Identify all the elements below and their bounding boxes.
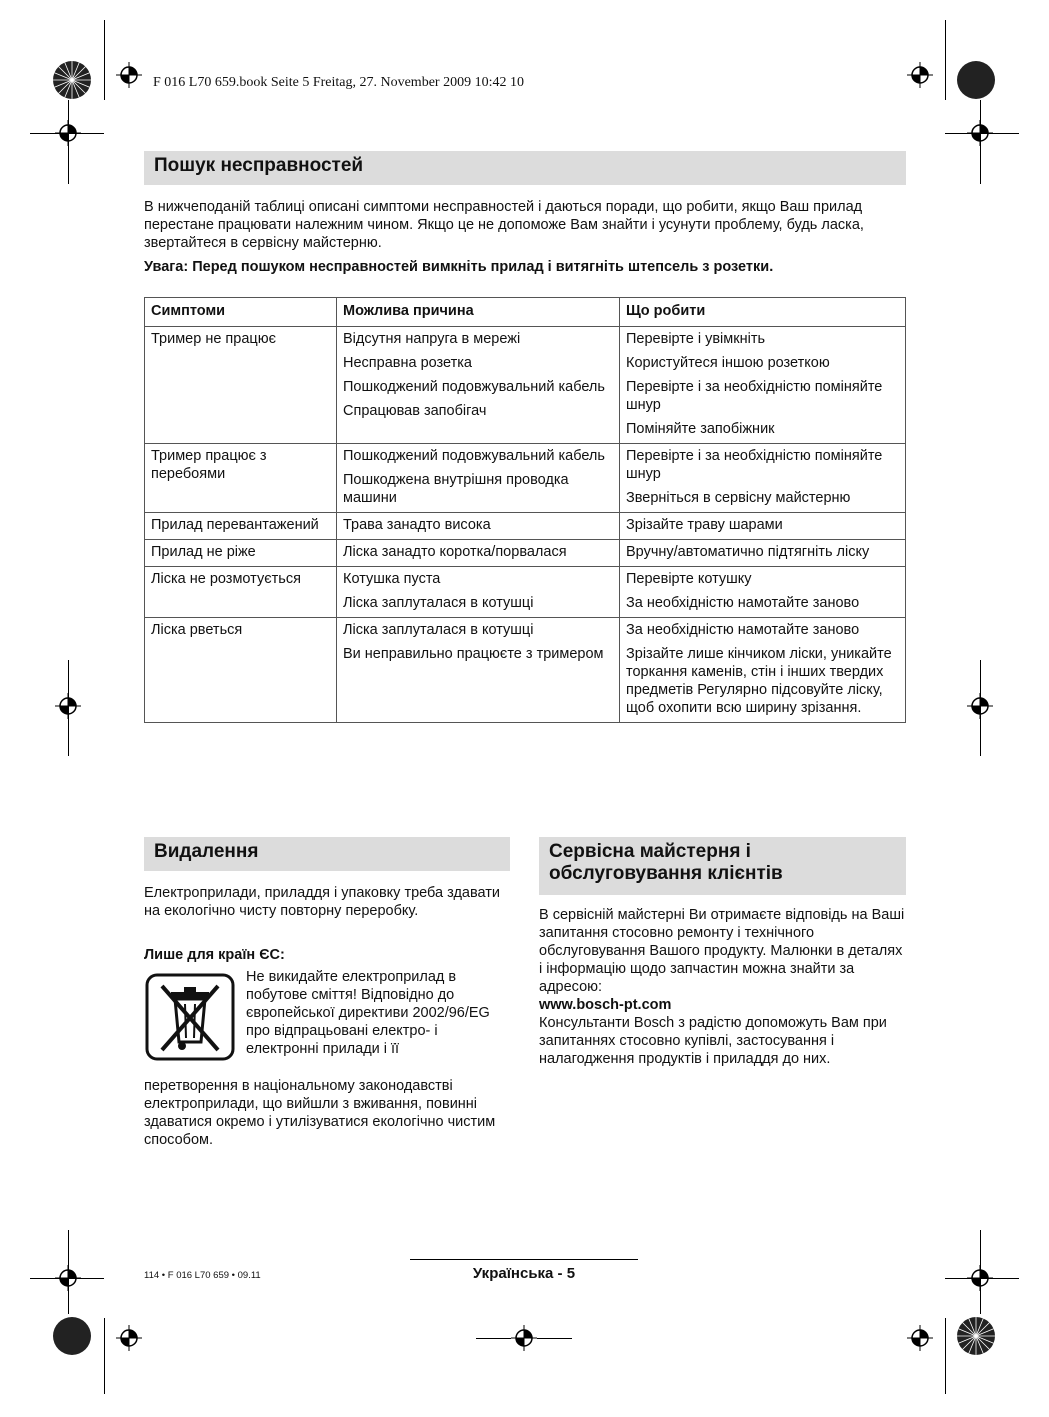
symptom-cell: Ліска не розмотується [145,567,337,618]
action-cell [620,540,906,567]
table-row [145,513,906,540]
cause-item: Відсутня напруга в мережі [343,331,521,347]
crosshair-icon [907,1325,933,1351]
cause-item: Пошкоджений подовжувальний кабель [343,448,605,464]
footer-rule [410,1259,638,1260]
disposal-continuation: перетворення в національному законодавстві електроприлади, що вийшли з вживання, повинні здаватися окремо і утилізуватися екологічно чистим способом. [144,1078,496,1148]
crosshair-icon [55,120,81,146]
symptom-cell: Ліска рветься [145,618,337,723]
cause-cell [337,618,620,723]
action-item: Зрізайте траву шарами [626,517,783,533]
table-row [145,540,906,567]
cause-cell [337,540,620,567]
crossed-out-bin-icon [144,972,236,1062]
crosshair-icon [967,693,993,719]
cause-item: Пошкоджена внутрішня проводка машини [343,472,569,506]
cause-item: Несправна розетка [343,355,472,371]
cause-item: Ліска занадто коротка/порвалася [343,544,567,560]
action-item: Перевірте і увімкніть [626,331,766,347]
cause-cell [337,567,620,618]
table-row [145,327,906,444]
troubleshooting-intro: В нижчеподаній таблиці описані симптоми несправностей і даються поради, що робити, якщо Ваш прилад перестане працювати належним чином. Якщо це не допоможе Вам знайти і усунути проблему, будь ласка, звертайтеся в сервісну майстерню. [144,199,864,251]
crosshair-icon [967,120,993,146]
page-label: Українська - 5 [472,1265,576,1282]
service-url: www.bosch-pt.com [539,997,672,1013]
registration-rosette-icon [956,1316,996,1356]
registration-rosette-icon [52,1316,92,1356]
troubleshooting-intro-block [144,198,906,276]
table-row [145,567,906,618]
action-item: Користуйтеся іншою розеткою [626,355,830,371]
service-consultants-text: Консультанти Bosch з радістю допоможуть Вам при запитаннях стосовно купівлі, застосування і налагодження продуктів і приладдя до них. [539,1015,887,1067]
action-item: Вручну/автоматично підтягніть ліску [626,544,870,560]
table-row [145,444,906,513]
table-row [145,618,906,723]
troubleshooting-title: Пошук несправностей [144,151,906,185]
crosshair-icon [55,1265,81,1291]
action-item: За необхідністю намотайте заново [626,595,860,611]
symptom-cell: Прилад не ріже [145,540,337,567]
action-item: Перевірте і за необхідністю поміняйте шнур [626,379,883,413]
action-cell [620,513,906,540]
action-cell [620,327,906,444]
cause-item: Трава занадто висока [343,517,491,533]
cause-cell [337,444,620,513]
registration-rosette-icon [956,60,996,100]
action-item: Поміняйте запобіжник [626,421,775,437]
action-item: За необхідністю намотайте заново [626,622,860,638]
cause-item: Ліска заплуталася в котушці [343,622,534,638]
cause-item: Ліска заплуталася в котушці [343,595,534,611]
disposal-title: Видалення [144,837,510,871]
action-item: Зверніться в сервісну майстерню [626,490,851,506]
cause-item: Спрацював запобігач [343,403,487,419]
action-cell [620,567,906,618]
crosshair-icon [116,1325,142,1351]
action-item: Перевірте котушку [626,571,752,587]
disposal-intro: Електроприлади, приладдя і упаковку треба здавати на екологічно чисту повторну переробку. [144,885,501,919]
action-cell [620,444,906,513]
crosshair-icon [55,693,81,719]
action-item: Перевірте і за необхідністю поміняйте шнур [626,448,883,482]
troubleshooting-warning: Увага: Перед пошуком несправностей вимкніть прилад і витягніть штепсель з розетки. [144,259,774,275]
column-header-cause: Можлива причина [337,298,620,327]
disposal-eu-heading: Лише для країн ЄС: [144,947,285,963]
action-item: Зрізайте лише кінчиком ліски, уникайте торкання каменів, стін і інших твердих предметів Регулярно підсовуйте ліску, щоб охопити всю ширину зрізання. [626,646,892,716]
cause-item: Пошкоджений подовжувальний кабель [343,379,605,395]
cause-cell [337,513,620,540]
cause-item: Ви неправильно працюєте з тримером [343,646,604,662]
disposal-text-beside-icon: Не викидайте електроприлад в побутове сміття! Відповідно до європейської директиви 2002/96/EG про відпрацьовані електро- і електронні прилади і її [246,969,490,1057]
service-text: В сервісній майстерні Ви отримаєте відповідь на Ваші запитання стосовно ремонту і технічного обслуговування Вашого продукту. Малюнки в деталях і інформацію щодо запчастин можна знайти за адресою: [539,907,905,995]
registration-rosette-icon [52,60,92,100]
cause-item: Котушка пуста [343,571,441,587]
service-text-block [539,906,906,1068]
crosshair-icon [116,62,142,88]
crosshair-icon [511,1325,537,1351]
crosshair-icon [967,1265,993,1291]
symptom-cell: Тример працює з перебоями [145,444,337,513]
service-title: Сервісна майстерня і обслуговування клієнтів [539,837,906,895]
troubleshooting-table [144,297,906,723]
symptom-cell: Прилад перевантажений [145,513,337,540]
column-header-action: Що робити [620,298,906,327]
action-cell [620,618,906,723]
cause-cell [337,327,620,444]
crosshair-icon [907,62,933,88]
footer-code: 114 • F 016 L70 659 • 09.11 [144,1270,261,1281]
symptom-cell: Тример не працює [145,327,337,444]
book-info-line: F 016 L70 659.book Seite 5 Freitag, 27. November 2009 10:42 10 [153,75,524,90]
table-header-row [145,298,906,327]
column-header-symptoms: Симптоми [145,298,337,327]
